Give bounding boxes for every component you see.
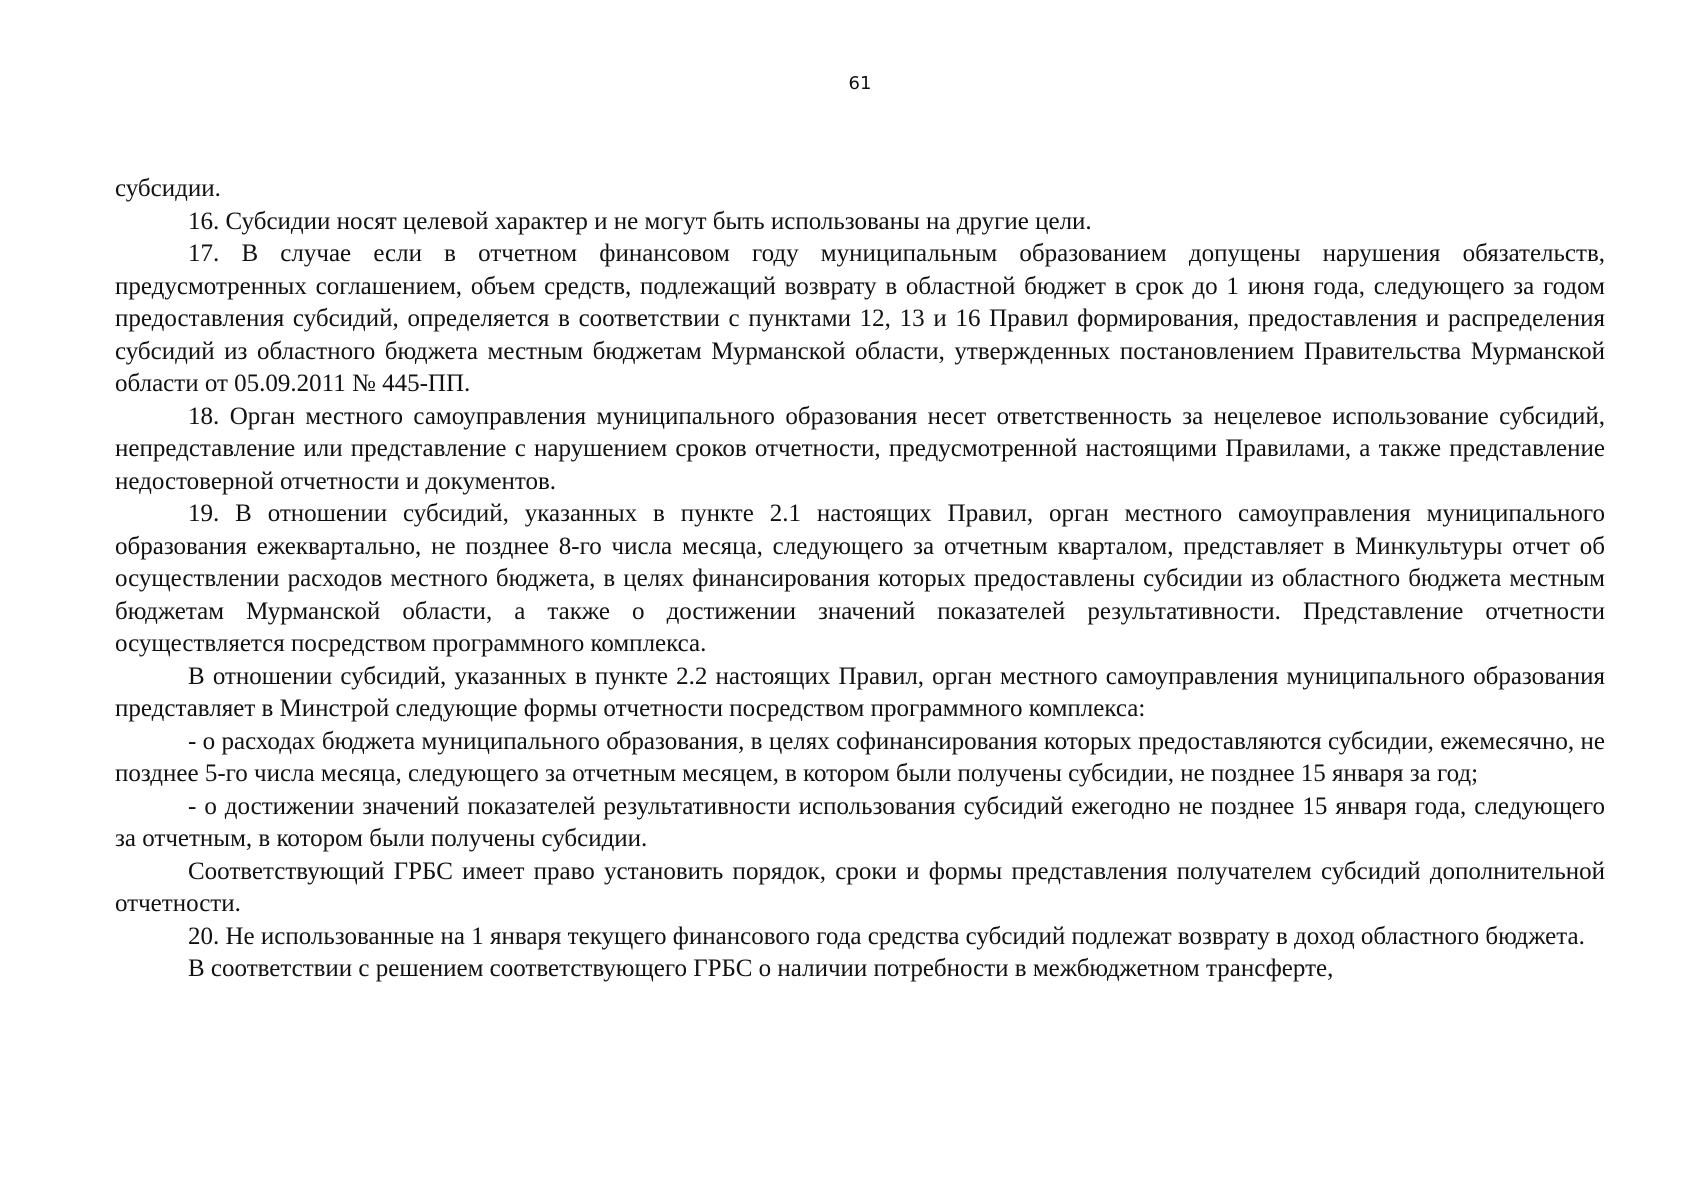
paragraph-grbs-additional-reporting: Соответствующий ГРБС имеет право установить порядок, сроки и формы представления получателем субсидий дополнительной отчетности. (115, 857, 1605, 917)
list-item-indicators-report: - о достижении значений показателей результативности использования субсидий ежегодно не позднее 15 января года, следующего за отчетным, в котором были получены субсидии. (115, 792, 1605, 852)
paragraph-20-continuation: В соответствии с решением соответствующего ГРБС о наличии потребности в межбюджетном трансферте, (188, 955, 1334, 982)
paragraph-19: 19. В отношении субсидий, указанных в пункте 2.1 настоящих Правил, орган местного самоуправления муниципального образования ежеквартально, не позднее 8-го числа месяца, следующего за отчетным кварталом, представляет в Минкультуры отчет об осуществлении расходов местного бюджета, в целях финансирования которых предоставлены субсидии из областного бюджета местным бюджетам Мурманской области, а также о достижении значений показателей результативности. Представление отчетности осуществляется посредством программного комплекса. (115, 500, 1605, 657)
paragraph-16: 16. Субсидии носят целевой характер и не могут быть использованы на другие цели. (188, 207, 1092, 235)
paragraph-17: 17. В случае если в отчетном финансовом году муниципальным образованием допущены нарушения обязательств, предусмотренных соглашением, объем средств, подлежащий возврату в областной бюджет в срок до 1 июня года, следующего за годом предоставления субсидий, определяется в соответствии с пунктами 12, 13 и 16 Правил формирования, предоставления и распределения субсидий из областного бюджета местным бюджетам Мурманской области, утвержденных постановлением Правительства Мурманской области от 05.09.2011 № 445-ПП. (115, 240, 1605, 397)
paragraph-20: 20. Не использованные на 1 января текущего финансового года средства субсидий подлежат возврату в доход областного бюджета. (188, 922, 1585, 950)
paragraph-continuation: субсидии. (115, 175, 221, 202)
document-body (115, 173, 1605, 986)
list-item-expenses-report: - о расходах бюджета муниципального образования, в целях софинансирования которых предоставляются субсидии, ежемесячно, не позднее 5-го числа месяца, следующего за отчетным месяцем, в котором были получены субсидии, не позднее 15 января за год; (115, 727, 1605, 787)
paragraph-18: 18. Орган местного самоуправления муниципального образования несет ответственность за нецелевое использование субсидий, непредставление или представление с нарушением сроков отчетности, предусмотренной настоящими Правилами, а также представление недостоверной отчетности и документов. (115, 402, 1605, 495)
paragraph-19-subsidies-2-2: В отношении субсидий, указанных в пункте 2.2 настоящих Правил, орган местного самоуправления муниципального образования представляет в Минстрой следующие формы отчетности посредством программного комплекса: (115, 662, 1605, 722)
page-number: 61 (848, 73, 872, 94)
